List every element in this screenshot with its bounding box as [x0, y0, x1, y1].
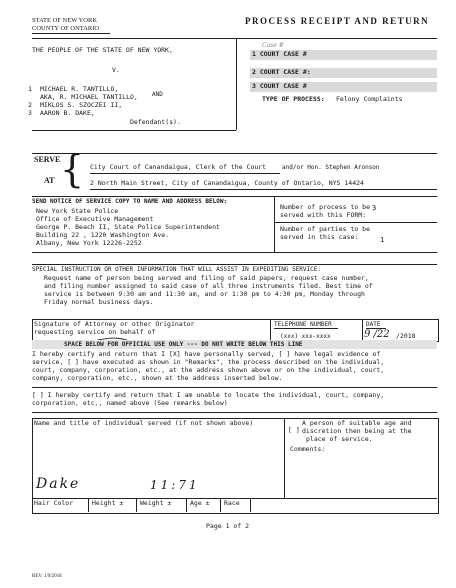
special-line: and filing number assigned to said case of all three instruments filed. Best time of	[44, 282, 373, 290]
type-of-process-label: TYPE OF PROCESS:	[262, 95, 325, 103]
caption-top-rule	[32, 38, 437, 39]
court-case-3-label: 3 COURT CASE #	[252, 82, 307, 90]
serve-brace-icon: {	[60, 147, 85, 191]
serve-label: SERVE	[34, 155, 61, 164]
notice-address-line: Office of Executive Management	[36, 215, 154, 223]
descriptor-divider	[186, 498, 187, 512]
revision-label: REV. 1/9/2018	[32, 574, 62, 579]
parties-value: 1	[380, 236, 385, 244]
height-label: Height ±	[92, 499, 124, 507]
race-label: Race	[224, 499, 240, 507]
court-case-2-label: 2 COURT CASE #:	[252, 68, 311, 76]
served-time: 11:71	[150, 478, 200, 492]
defendant-aka: AKA, R. MICHAEL TANTILLO,	[40, 93, 138, 101]
versus-label: V.	[112, 66, 120, 74]
form-title: PROCESS RECEIPT AND RETURN	[245, 16, 430, 26]
defendant-name-1: MICHAEL R. TANTILLO,	[40, 85, 119, 93]
process-count-label: served with this FORM:	[280, 211, 367, 219]
notice-address-line: Albany, New York 12226-2252	[36, 239, 142, 247]
parties-label: Number of parties to be	[280, 225, 371, 233]
certify-line: company, corporation, etc., shown at the address inserted below.	[32, 374, 283, 382]
served-name-label: Name and title of individual served (if not shown above)	[34, 419, 254, 427]
defendant-num-1: 1	[28, 85, 32, 93]
official-use-banner: SPACE BELOW FOR OFFICIAL USE ONLY --- DO NOT WRITE BELOW THIS LINE	[64, 341, 303, 348]
unable-line: corporation, etc., named above (See remarks below)	[32, 399, 228, 407]
suitable-text: place of service.	[306, 435, 373, 443]
phone-label-underline	[274, 328, 338, 329]
county-underline	[32, 33, 110, 34]
descriptor-divider	[220, 498, 221, 512]
special-line: Request name of person being served and filing of said papers, request case number,	[44, 274, 369, 282]
date-handwritten: 9 /22	[364, 329, 390, 340]
process-count-label: Number of process to be	[280, 203, 371, 211]
age-label: Age ±	[190, 499, 210, 507]
special-heading: SPECIAL INSTRUCTION OR OTHER INFORMATION THAT WILL ASSIST IN EXPEDITING SERVICE:	[32, 266, 321, 273]
notice-mid-rule	[274, 222, 437, 223]
signature-label: Signature of Attorney or other Originator	[34, 320, 195, 328]
notice-address-line: George P. Beach II, State Police Superintendent	[36, 223, 220, 231]
unable-line: [ ] I hereby certify and return that I am unable to locate the individual, court, company,	[32, 391, 385, 399]
defendant-name-3: AARON B. DAKE,	[40, 109, 95, 117]
serve-underline-1	[90, 173, 280, 174]
court-case-1-label: 1 COURT CASE #	[252, 50, 307, 58]
parties-label: served in this case:	[280, 233, 359, 241]
process-count-value: 3	[372, 204, 377, 212]
suitable-text: A person of suitable age and	[302, 419, 412, 427]
suitable-checkbox[interactable]: [ ]	[288, 426, 300, 434]
notice-address-line: Building 22 , 1220 Washington Ave.	[36, 231, 170, 239]
and-label: AND	[152, 91, 163, 98]
serve-top-rule	[32, 153, 437, 154]
suitable-text: discretion then being at the	[302, 427, 412, 435]
descriptor-divider	[136, 498, 137, 512]
served-signature: Dake	[36, 476, 81, 492]
defendants-label: Defendant(s).	[130, 118, 181, 126]
type-of-process-value: Felony Complaints	[336, 95, 403, 103]
defendant-name-2: MIKLOS S. SZOCZEI II,	[40, 101, 123, 109]
comments-label: Comments:	[290, 445, 326, 453]
serve-judge: and/or Hon. Stephen Aronson	[282, 164, 380, 171]
serve-court-name: City Court of Canandaigua, Clerk of the Court	[90, 163, 267, 171]
caption-divider	[236, 38, 237, 130]
special-line: service is between 9:30 am and 11:30 am, and or 1:30 pm to 4:30 pm, Monday through	[44, 290, 365, 298]
date-divider	[362, 319, 363, 341]
caption-bottom-rule	[32, 130, 236, 131]
defendant-num-3: 3	[28, 109, 32, 117]
at-label: AT	[44, 176, 55, 185]
hair-color-label: Hair Color	[34, 499, 74, 507]
date-year: /2018	[396, 332, 416, 340]
page-number: Page 1 of 2	[206, 522, 250, 530]
county-label: COUNTY OF ONTARIO	[32, 25, 100, 32]
special-top-rule	[32, 264, 437, 265]
date-label: DATE	[366, 321, 381, 328]
certify-line: service, [ ] have executed as shown in "Remarks", the process described on the individual,	[32, 358, 385, 366]
weight-label: Weight ±	[140, 499, 172, 507]
descriptor-divider	[250, 498, 251, 512]
unable-rule	[32, 412, 437, 413]
phone-value: (xxx) xxx-xxxx	[280, 333, 331, 340]
special-line: Friday normal business days.	[44, 298, 154, 306]
notice-divider	[274, 196, 275, 252]
notice-address-line: New York State Police	[36, 207, 119, 215]
served-divider	[284, 418, 285, 498]
descriptor-divider	[88, 498, 89, 512]
notice-bottom-rule	[32, 252, 437, 253]
signature-label: requesting service on behalf of	[34, 328, 156, 336]
serve-address: 2 North Main Street, City of Canandaigua, County of Ontario, NYS 14424	[90, 179, 364, 187]
certify-line: court, company, corporation, etc., at the address shown above or on the individual, court,	[32, 366, 385, 374]
certify-rule	[32, 387, 437, 388]
serve-underline-2	[90, 189, 437, 190]
people-caption: THE PEOPLE OF THE STATE OF NEW YORK,	[32, 46, 173, 54]
state-label: STATE OF NEW YORK	[32, 17, 98, 24]
case-stamp: Case #	[262, 42, 284, 49]
defendant-num-2: 2	[28, 101, 32, 109]
notice-heading: SEND NOTICE OF SERVICE COPY TO NAME AND ADDRESS BELOW:	[32, 198, 228, 205]
certify-line: I hereby certify and return that I [X] have personally served, [ ] have legal evidence of	[32, 350, 381, 358]
signature-divider	[270, 319, 271, 341]
phone-label: TELEPHONE NUMBER	[274, 321, 332, 328]
notice-top-rule	[32, 196, 437, 197]
